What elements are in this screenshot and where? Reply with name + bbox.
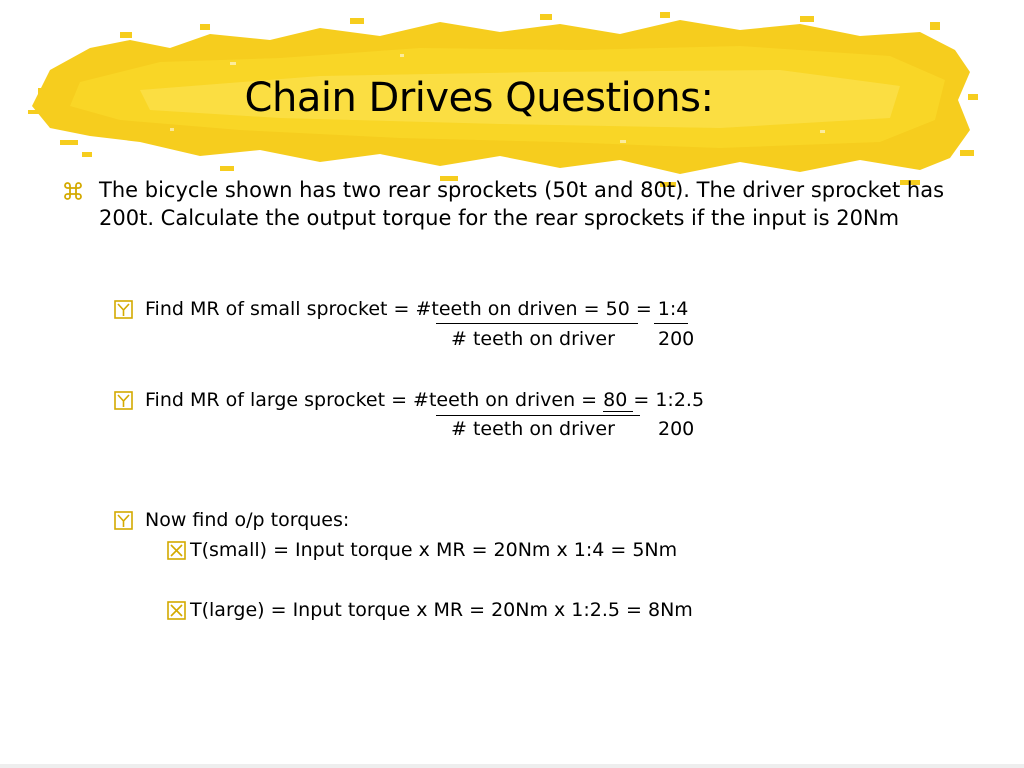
step-large-sprocket <box>145 385 704 415</box>
step-small-numerator: 50 <box>605 298 630 320</box>
step-small-lead: Find MR of small sprocket = #teeth on driven = <box>145 298 606 320</box>
step-small-denominator: 200 <box>658 328 695 350</box>
step-small-result: = 1:4 <box>629 298 689 320</box>
slide-title: Chain Drives Questions: <box>244 75 714 121</box>
step-large-denominator: 200 <box>658 418 695 440</box>
step-large-numerator: 80 <box>603 389 634 411</box>
checkbox-x-icon <box>167 601 186 620</box>
checkbox-y-icon <box>114 391 133 410</box>
bottom-divider <box>0 764 1024 768</box>
step-large-result: = 1:2.5 <box>633 389 705 411</box>
torque-small: T(small) = Input torque x MR = 20Nm x 1:4 = 5Nm <box>190 539 678 561</box>
torques-heading: Now find o/p torques: <box>145 509 350 531</box>
step-large-denominator-label: # teeth on driver <box>451 418 615 440</box>
checkbox-y-icon <box>114 511 133 530</box>
torque-large: T(large) = Input torque x MR = 20Nm x 1:2.5 = 8Nm <box>190 599 693 621</box>
main-question: The bicycle shown has two rear sprockets (50t and 80t). The driver sprocket has 200t. Calculate the output torque for the rear sprockets if the input is 20Nm <box>99 178 945 230</box>
checkbox-y-icon <box>114 300 133 319</box>
step-large-lead: Find MR of large sprocket = #teeth on driven = <box>145 389 604 411</box>
checkbox-x-icon <box>167 541 186 560</box>
step-small-sprocket <box>145 294 688 324</box>
step-small-denominator-label: # teeth on driver <box>451 328 615 350</box>
command-key-icon <box>63 181 83 201</box>
